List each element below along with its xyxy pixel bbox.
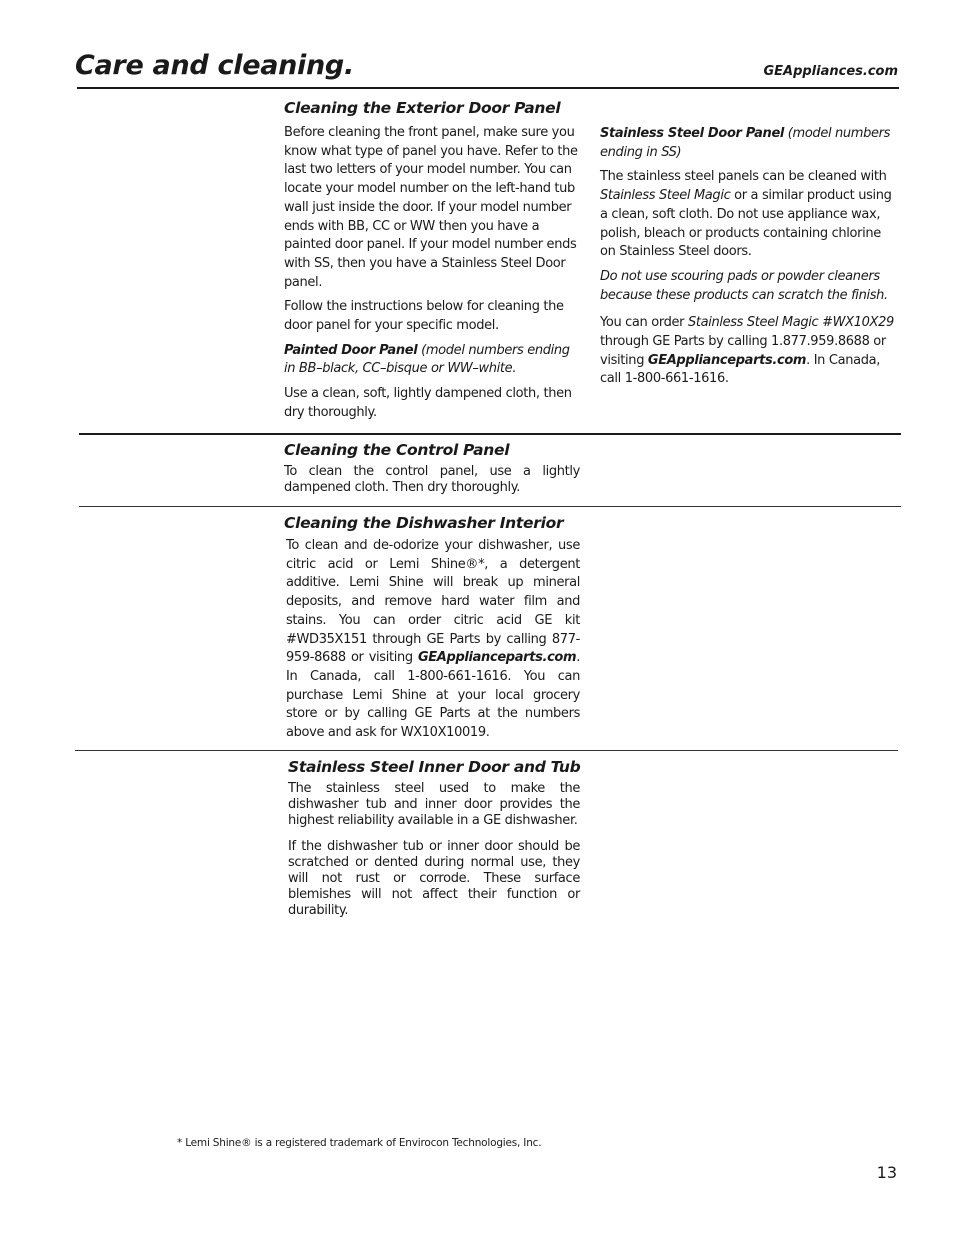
header-rule (77, 87, 899, 89)
exterior-left-column (284, 124, 580, 429)
painted-panel-note: (model numbers ending in BB–black, CC–bisque or WW–white. (284, 342, 570, 377)
page-number: 13 (876, 1163, 897, 1182)
order-product: Stainless Steel Magic #WX10X29 (687, 315, 894, 331)
site-url[interactable]: GEAppliances.com (763, 64, 898, 79)
exterior-follow: Follow the instructions below for cleaning the door panel for your specific model. (284, 299, 564, 334)
painted-panel-heading (284, 342, 580, 379)
exterior-intro: Before cleaning the front panel, make sure you know what type of panel you have. Refer to the last two letters of your model number. You can locate your model number on the left-hand tub wall just inside the door. If your model number ends with BB, CC or WW then you have a painted door panel. If your model number ends with SS, then you have a Stainless Steel Door panel. (284, 125, 578, 290)
inner-door-p1: The stainless steel used to make the dishwasher tub and inner door provides the highest reliability available in a GE dishwasher. (288, 781, 580, 828)
section-divider (79, 506, 901, 507)
section-title-control: Cleaning the Control Panel (284, 441, 510, 459)
parts-site-link[interactable]: GEApplianceparts.com (647, 352, 807, 368)
section-title-exterior: Cleaning the Exterior Door Panel (284, 99, 561, 117)
stainless-panel-note: (model numbers ending in SS) (600, 126, 891, 160)
stainless-panel-label: Stainless Steel Door Panel (600, 126, 785, 141)
page-title: Care and cleaning. (75, 50, 354, 81)
scouring-warning: Do not use scouring pads or powder cleaners because these products can scratch the finish. (600, 268, 888, 303)
stainless-panel-text: The stainless steel panels can be cleaned with Stainless Steel Magic or a similar product using a clean, soft cloth. Do not use appliance wax, polish, bleach or products containing chlorine on Stainless Steel doors. (600, 169, 892, 260)
stainless-product: Stainless Steel Magic (600, 188, 731, 204)
inner-door-text (288, 781, 580, 925)
interior-parts-site-link[interactable]: GEApplianceparts.com (417, 650, 577, 666)
painted-panel-text: Use a clean, soft, lightly dampened cloth, then dry thoroughly. (284, 386, 572, 420)
exterior-right-column (600, 125, 896, 395)
section-divider (75, 750, 898, 751)
section-title-inner-door: Stainless Steel Inner Door and Tub (288, 758, 581, 776)
section-divider (79, 433, 901, 435)
interior-text: To clean and de-odorize your dishwasher, use citric acid or Lemi Shine®*, a detergent additive. Lemi Shine will break up mineral deposits, and remove hard water film and stains. You can order citric acid GE kit #WD35X151 through GE Parts by calling 877-959-8688 or visiting GEApplianceparts.com. In Canada, call 1-800-661-1616. You can purchase Lemi Shine at your local grocery store or by calling GE Parts at the numbers above and ask for WX10X10019. (286, 538, 580, 741)
painted-panel-label: Painted Door Panel (284, 342, 418, 358)
stainless-panel-heading (600, 125, 896, 162)
inner-door-p2: If the dishwasher tub or inner door should be scratched or dented during normal use, they will not rust or corrode. These surface blemishes will not affect their function or durability. (288, 839, 580, 918)
order-info: You can order Stainless Steel Magic #WX10X29 through GE Parts by calling 1.877.959.8688 or visiting GEApplianceparts.com. In Canada, call 1-800-661-1616. (600, 315, 894, 387)
footnote: * Lemi Shine® is a registered trademark of Envirocon Technologies, Inc. (177, 1137, 542, 1149)
control-panel-text: To clean the control panel, use a lightly dampened cloth. Then dry thoroughly. (284, 464, 580, 495)
section-title-interior: Cleaning the Dishwasher Interior (284, 514, 564, 532)
